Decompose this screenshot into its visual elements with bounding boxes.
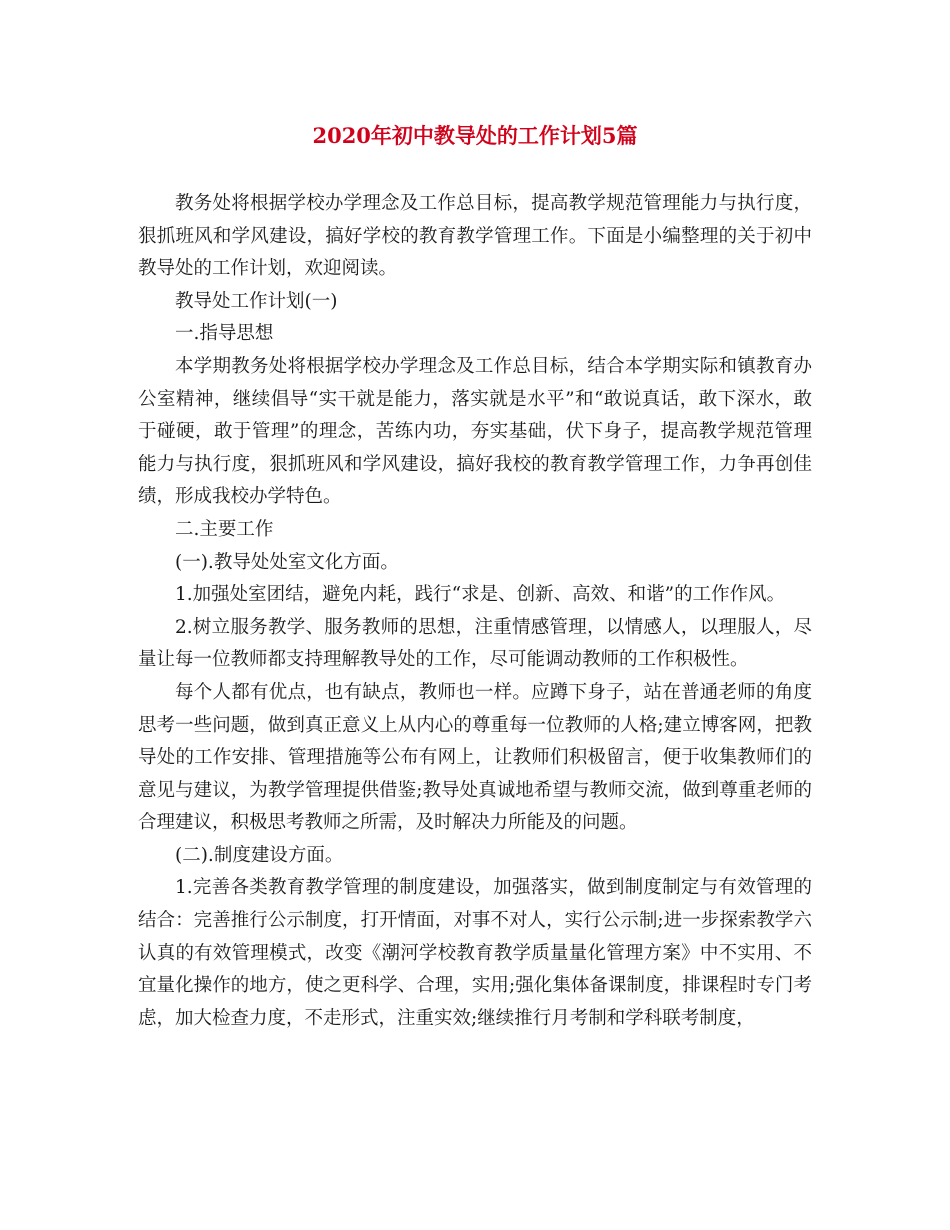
- paragraph-subsection-heading: (一).教导处处室文化方面。: [175, 551, 399, 573]
- paragraph-plan-heading: 教导处工作计划(一): [175, 290, 338, 312]
- paragraph-section-heading: 二.主要工作: [175, 518, 274, 540]
- paragraph-body: 每个人都有优点，也有缺点，教师也一样。应蹲下身子，站在普通老师的角度思考一些问题，做到真正意义上从内心的尊重每一位教师的人格;建立博客网，把教导处的工作安排、管理措施等公布有网上，让教师们积极留言，便于收集教师们的意见与建议，为教学管理提供借鉴;教导处真诚地希望与教师交流，做到尊重老师的合理建议，积极思考教师之所需，及时解决力所能及的问题。: [138, 681, 812, 834]
- paragraph-intro: 教务处将根据学校办学理念及工作总目标，提高教学规范管理能力与执行度，狠抓班风和学风建设，搞好学校的教育教学管理工作。下面是小编整理的关于初中教导处的工作计划，欢迎阅读。: [138, 193, 812, 280]
- document-title: 2020年初中教导处的工作计划5篇: [312, 123, 638, 148]
- paragraph-guiding-thought: 本学期教务处将根据学校办学理念及工作总目标，结合本学期实际和镇教育办公室精神，继续倡导“实干就是能力，落实就是水平”和“敢说真话，敢下深水，敢于碰硬，敢于管理”的理念，苦练内功，夯实基础，伏下身子，提高教学规范管理能力与执行度，狠抓班风和学风建设，搞好我校的教育教学管理工作，力争再创佳绩，形成我校办学特色。: [138, 355, 812, 508]
- paragraph-subsection-heading: (二).制度建设方面。: [175, 844, 344, 866]
- paragraph-list-item: 1.完善各类教育教学管理的制度建设，加强落实，做到制度制定与有效管理的结合：完善推行公示制度，打开情面，对事不对人，实行公示制;进一步探索教学六认真的有效管理模式，改变《潮河学校教育教学质量量化管理方案》中不实用、不宜量化操作的地方，使之更科学、合理，实用;强化集体备课制度，排课程时专门考虑，加大检查力度，不走形式，注重实效;继续推行月考制和学科联考制度，: [138, 877, 812, 1029]
- paragraph-section-heading: 一.指导思想: [175, 323, 274, 345]
- document-body: [138, 188, 812, 1035]
- paragraph-list-item: 2.树立服务教学、服务教师的思想，注重情感管理，以情感人，以理服人，尽量让每一位教师都支持理解教导处的工作，尽可能调动教师的工作积极性。: [138, 616, 812, 671]
- paragraph-list-item: 1.加强处室团结，避免内耗，践行“求是、创新、高效、和谐”的工作作风。: [175, 584, 786, 606]
